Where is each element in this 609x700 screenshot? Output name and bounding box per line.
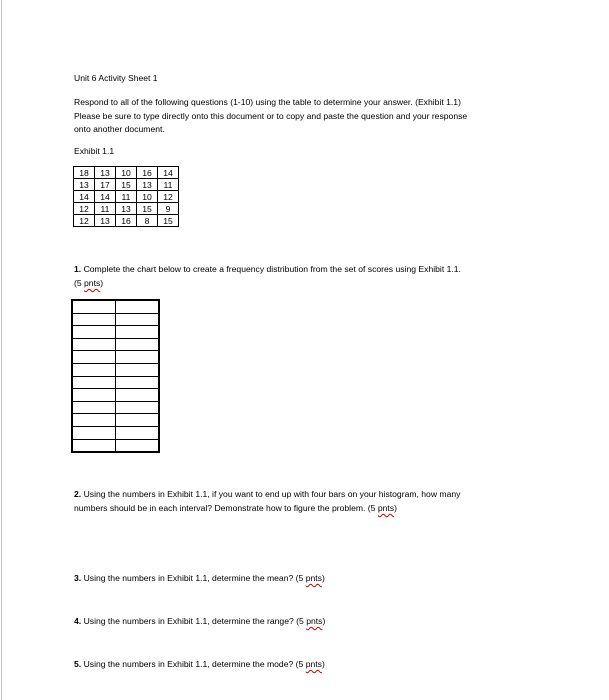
question-text: Complete the chart below to create a frequency distribution from the set of scores using Exhibit 1.1. (83, 264, 461, 274)
freq-cell[interactable] (73, 376, 116, 389)
freq-cell[interactable] (116, 313, 159, 326)
exhibit-cell: 14 (95, 191, 116, 203)
freq-cell[interactable] (116, 363, 159, 376)
freq-cell[interactable] (73, 401, 116, 414)
question-number: 2. (74, 489, 82, 499)
exhibit-cell: 12 (158, 191, 179, 203)
freq-cell[interactable] (116, 414, 159, 427)
freq-cell[interactable] (116, 351, 159, 364)
question-number: 5. (74, 659, 82, 669)
exhibit-row (74, 215, 179, 227)
freq-cell[interactable] (116, 401, 159, 414)
exhibit-cell: 16 (116, 215, 137, 227)
freq-cell[interactable] (73, 363, 116, 376)
exhibit-cell: 8 (137, 215, 158, 227)
question-text: Using the numbers in Exhibit 1.1, determine the mode? (83, 659, 294, 669)
question-2-line-2: numbers should be in each interval? Demonstrate how to figure the problem. (5 pnts) (74, 503, 397, 513)
freq-cell[interactable] (116, 376, 159, 389)
page-edge (1, 0, 2, 700)
exhibit-cell: 17 (95, 179, 116, 191)
exhibit-cell: 12 (74, 215, 95, 227)
exhibit-table (73, 166, 179, 227)
freq-cell[interactable] (73, 301, 116, 314)
exhibit-cell: 12 (74, 203, 95, 215)
instruction-line-3: onto another document. (74, 124, 165, 134)
spellcheck-word: pnts (305, 573, 322, 583)
freq-cell[interactable] (73, 313, 116, 326)
exhibit-cell: 10 (137, 191, 158, 203)
freq-cell[interactable] (116, 389, 159, 402)
question-1-points: (5 pnts) (74, 278, 104, 288)
question-2 (74, 488, 460, 502)
frequency-table[interactable] (72, 300, 159, 452)
instructions (74, 96, 544, 137)
spellcheck-word: pnts (305, 659, 322, 669)
question-4: 4. Using the numbers in Exhibit 1.1, determine the range? (5 pnts) (74, 616, 326, 626)
exhibit-cell: 13 (137, 179, 158, 191)
exhibit-cell: 13 (95, 215, 116, 227)
exhibit-cell: 10 (116, 167, 137, 179)
spellcheck-word: pnts (377, 503, 395, 513)
spellcheck-word: pnts (84, 278, 101, 288)
exhibit-cell: 13 (95, 167, 116, 179)
exhibit-cell: 15 (116, 179, 137, 191)
question-1 (74, 263, 461, 277)
exhibit-row (74, 191, 179, 203)
question-number: 1. (74, 264, 82, 274)
exhibit-cell: 9 (158, 203, 179, 215)
freq-cell[interactable] (73, 351, 116, 364)
exhibit-cell: 18 (74, 167, 95, 179)
exhibit-cell: 13 (74, 179, 95, 191)
document-title: Unit 6 Activity Sheet 1 (74, 73, 158, 83)
exhibit-row (74, 179, 179, 191)
question-5: 5. Using the numbers in Exhibit 1.1, determine the mode? (5 pnts) (74, 659, 325, 669)
freq-cell[interactable] (116, 426, 159, 439)
freq-cell[interactable] (73, 414, 116, 427)
exhibit-cell: 11 (116, 191, 137, 203)
freq-cell[interactable] (73, 338, 116, 351)
question-number: 3. (74, 573, 82, 583)
exhibit-cell: 15 (158, 215, 179, 227)
exhibit-cell: 16 (137, 167, 158, 179)
exhibit-cell: 14 (74, 191, 95, 203)
freq-cell[interactable] (116, 326, 159, 339)
exhibit-cell: 13 (116, 203, 137, 215)
freq-cell[interactable] (116, 338, 159, 351)
question-text: Using the numbers in Exhibit 1.1, determine the range? (83, 616, 294, 626)
question-number: 4. (74, 616, 82, 626)
question-text: Using the numbers in Exhibit 1.1, determine the mean? (83, 573, 294, 583)
freq-cell[interactable] (116, 301, 159, 314)
freq-cell[interactable] (73, 389, 116, 402)
exhibit-row (74, 203, 179, 215)
question-text: Using the numbers in Exhibit 1.1, if you want to end up with four bars on your histogram, how many (83, 489, 461, 499)
exhibit-cell: 11 (158, 179, 179, 191)
exhibit-label: Exhibit 1.1 (74, 146, 115, 156)
question-3: 3. Using the numbers in Exhibit 1.1, determine the mean? (5 pnts) (74, 573, 325, 583)
exhibit-cell: 15 (137, 203, 158, 215)
instruction-line-2: Please be sure to type directly onto this document or to copy and paste the question and your response (74, 110, 468, 121)
exhibit-row (74, 167, 179, 179)
instruction-line-1: Respond to all of the following questions (1-10) using the table to determine your answer. (Exhibit 1.1) (74, 97, 461, 107)
exhibit-cell: 14 (158, 167, 179, 179)
freq-cell[interactable] (73, 426, 116, 439)
freq-cell[interactable] (116, 439, 159, 452)
exhibit-cell: 11 (95, 203, 116, 215)
freq-cell[interactable] (73, 439, 116, 452)
freq-cell[interactable] (73, 326, 116, 339)
spellcheck-word: pnts (306, 616, 323, 626)
